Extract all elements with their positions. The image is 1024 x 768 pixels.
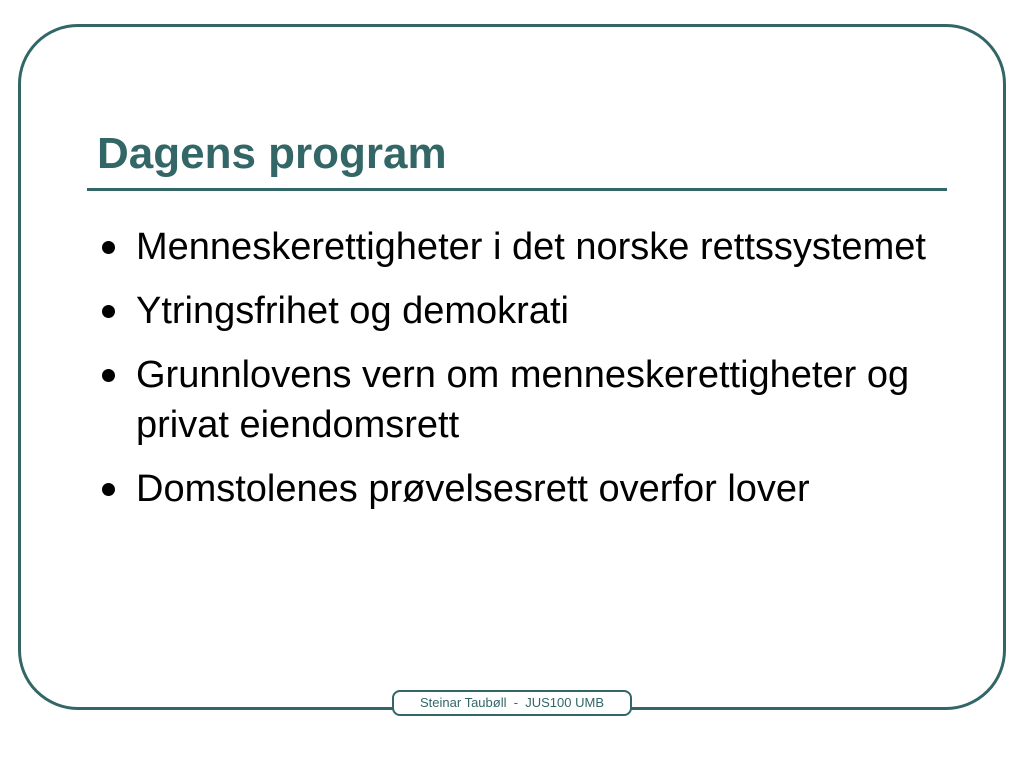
bullet-icon (102, 305, 115, 318)
bullet-text: Ytringsfrihet og demokrati (136, 290, 569, 332)
bullet-icon (102, 241, 115, 254)
bullet-icon (102, 369, 115, 382)
bullet-item (100, 350, 990, 450)
footer-label: Steinar Taubøll - JUS100 UMB (392, 690, 632, 716)
slide-title: Dagens program (97, 129, 447, 178)
bullet-text: Grunnlovens vern om menneskerettigheter og privat eiendomsrett (136, 354, 910, 446)
title-underline (87, 188, 947, 191)
bullet-icon (102, 483, 115, 496)
bullet-item (100, 222, 990, 272)
bullet-item (100, 464, 990, 514)
bullet-item (100, 286, 990, 336)
bullet-text: Menneskerettigheter i det norske rettssystemet (136, 226, 926, 268)
bullet-text: Domstolenes prøvelsesrett overfor lover (136, 468, 810, 510)
bullet-list (100, 222, 990, 528)
